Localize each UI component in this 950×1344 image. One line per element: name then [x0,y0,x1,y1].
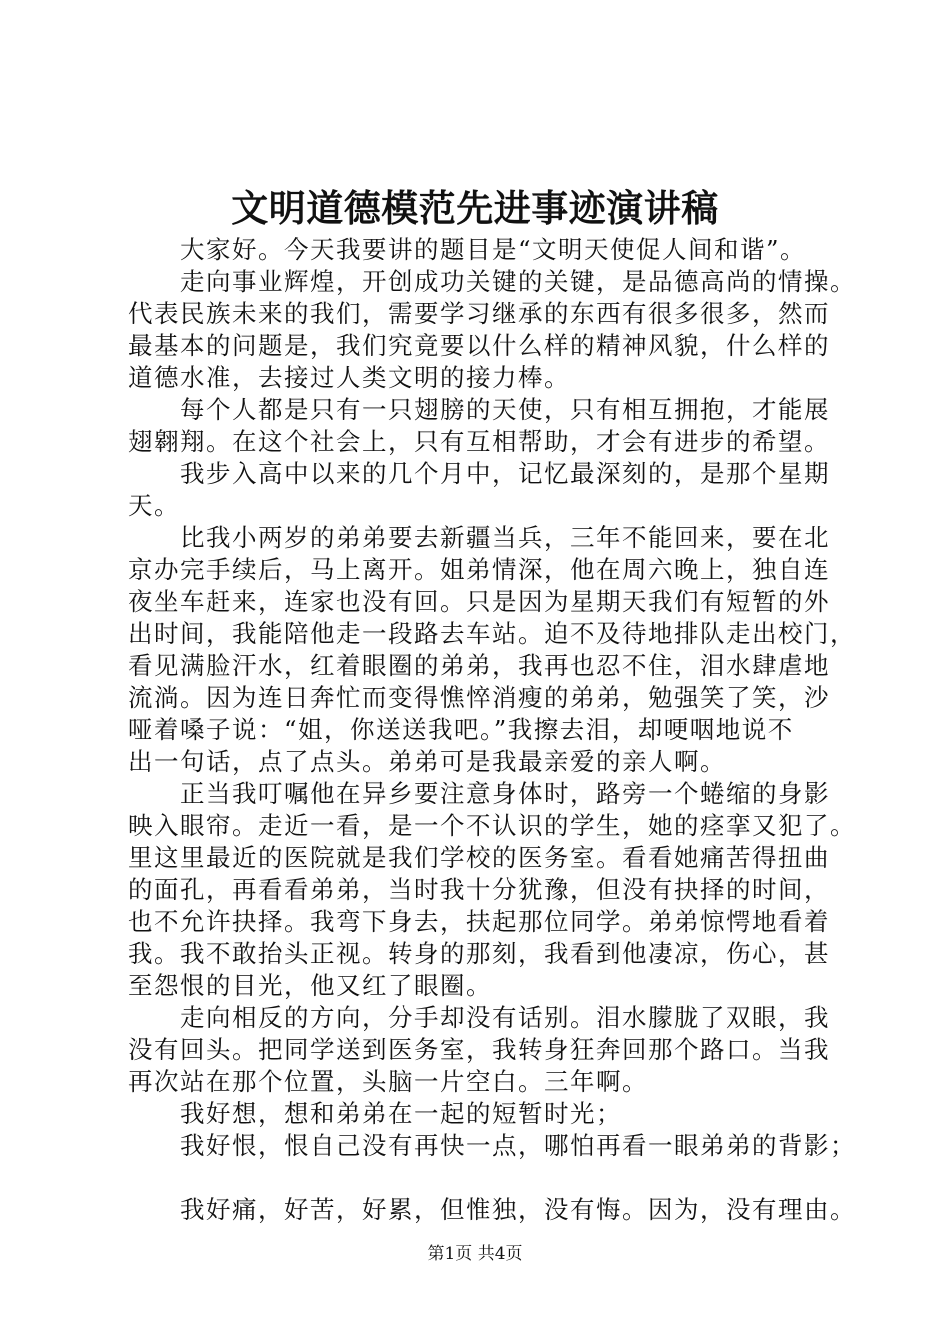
body-line: 夜坐车赶来，连家也没有回。只是因为星期天我们有短暂的外 [128,587,830,616]
body-line: 走向相反的方向，分手却没有话别。泪水朦胧了双眼，我 [180,1003,830,1032]
body-line: 的面孔，再看看弟弟，当时我十分犹豫，但没有抉择的时间， [128,875,830,904]
body-line: 至怨恨的目光，他又红了眼圈。 [128,971,492,1000]
body-line: 我好痛，好苦，好累，但惟独，没有悔。因为，没有理由。 [180,1195,856,1224]
body-line [128,1162,858,1194]
body-line: 我。我不敢抬头正视。转身的那刻，我看到他凄凉，伤心，甚 [128,939,830,968]
document-body [128,234,858,1226]
body-line: 我好想，想和弟弟在一起的短暂时光； [180,1099,622,1128]
body-line: 出一句话，点了点头。弟弟可是我最亲爱的亲人啊。 [128,747,726,776]
body-line: 也不允许抉择。我弯下身去，扶起那位同学。弟弟惊愕地看着 [128,907,830,936]
body-line: 没有回头。把同学送到医务室，我转身狂奔回那个路口。当我 [128,1035,830,1064]
body-line: 映入眼帘。走近一看，是一个不认识的学生，她的痉挛又犯了。 [128,811,856,840]
body-line: 翅翱翔。在这个社会上，只有互相帮助，才会有进步的希望。 [128,427,830,456]
body-line: 出时间，我能陪他走一段路去车站。迫不及待地排队走出校门， [128,619,856,648]
body-line: 代表民族未来的我们，需要学习继承的东西有很多很多，然而 [128,299,830,328]
body-line: 最基本的问题是，我们究竟要以什么样的精神风貌，什么样的 [128,331,830,360]
page-number-footer: 第1页 共4页 [427,1244,523,1264]
body-line: 比我小两岁的弟弟要去新疆当兵，三年不能回来，要在北 [180,523,830,552]
body-line: 我好恨，恨自己没有再快一点，哪怕再看一眼弟弟的背影； [180,1131,856,1160]
body-line: 道德水准，去接过人类文明的接力棒。 [128,363,570,392]
body-line: 哑着嗓子说：“姐，你送送我吧。”我擦去泪，却哽咽地说不 [128,715,794,744]
body-line: 走向事业辉煌，开创成功关键的关键，是品德高尚的情操。 [180,267,856,296]
body-line: 大家好。今天我要讲的题目是“文明天使促人间和谐”。 [180,235,807,264]
body-line: 每个人都是只有一只翅膀的天使，只有相互拥抱，才能展 [180,395,830,424]
body-line: 看见满脸汗水，红着眼圈的弟弟，我再也忍不住，泪水肆虐地 [128,651,830,680]
body-line: 我步入高中以来的几个月中，记忆最深刻的，是那个星期 [180,459,830,488]
body-line: 再次站在那个位置，头脑一片空白。三年啊。 [128,1067,648,1096]
body-line: 里这里最近的医院就是我们学校的医务室。看看她痛苦得扭曲 [128,843,830,872]
document-title: 文明道德模范先进事迹演讲稿 [231,186,719,230]
body-line: 天。 [128,491,180,520]
body-line: 正当我叮嘱他在异乡要注意身体时，路旁一个蜷缩的身影 [180,779,830,808]
body-line: 京办完手续后，马上离开。姐弟情深，他在周六晚上，独自连 [128,555,830,584]
body-line: 流淌。因为连日奔忙而变得憔悴消瘦的弟弟，勉强笑了笑，沙 [128,683,830,712]
